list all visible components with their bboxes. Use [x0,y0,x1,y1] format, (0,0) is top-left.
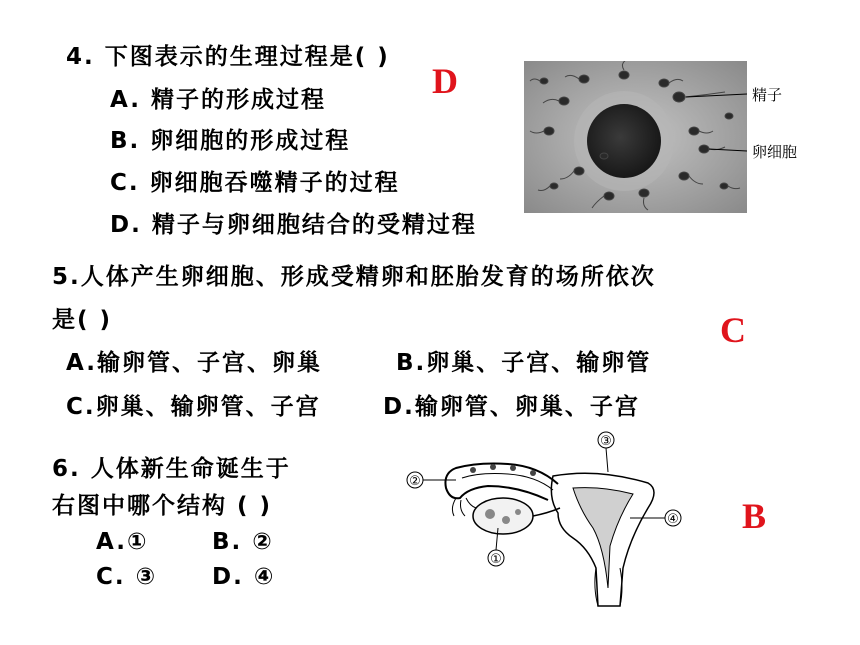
q5-option-b: B.卵巢、子宫、输卵管 [396,350,652,376]
q6-option-a: A.① [96,529,149,555]
q5-option-d: D.输卵管、卵巢、子宫 [383,394,640,420]
q5-option-c: C.卵巢、输卵管、子宫 [66,394,321,420]
q4-option-b: B. 卵细胞的形成过程 [110,128,351,154]
q6-stem-line2: 右图中哪个结构 ( ) [52,493,273,519]
q4-stem: 4. 下图表示的生理过程是( ) [66,44,390,70]
fertilization-photo [524,61,747,213]
q4-option-c: C. 卵细胞吞噬精子的过程 [110,170,400,196]
diagram-label-2: ② [409,474,421,489]
sperm-label: 精子 [752,86,783,104]
q4-option-d: D. 精子与卵细胞结合的受精过程 [110,212,477,238]
egg-label: 卵细胞 [752,143,798,161]
diagram-label-1: ① [490,552,502,567]
q4-option-a: A. 精子的形成过程 [110,87,326,113]
q6-stem-line1: 6. 人体新生命诞生于 [52,456,291,482]
diagram-label-3: ③ [600,434,612,449]
q6-option-d: D. ④ [212,564,276,590]
q6-answer: B [742,496,767,536]
q5-stem-line1: 5.人体产生卵细胞、形成受精卵和胚胎发育的场所依次 [52,264,656,290]
diagram-label-4: ④ [667,512,679,527]
q5-answer: C [720,310,746,350]
q5-option-a: A.输卵管、子宫、卵巢 [66,350,322,376]
q6-option-b: B. ② [212,529,274,555]
q4-answer: D [432,61,458,101]
q5-stem-line2: 是( ) [52,307,113,333]
uterus-diagram [398,428,693,608]
q6-option-c: C. ③ [96,564,158,590]
